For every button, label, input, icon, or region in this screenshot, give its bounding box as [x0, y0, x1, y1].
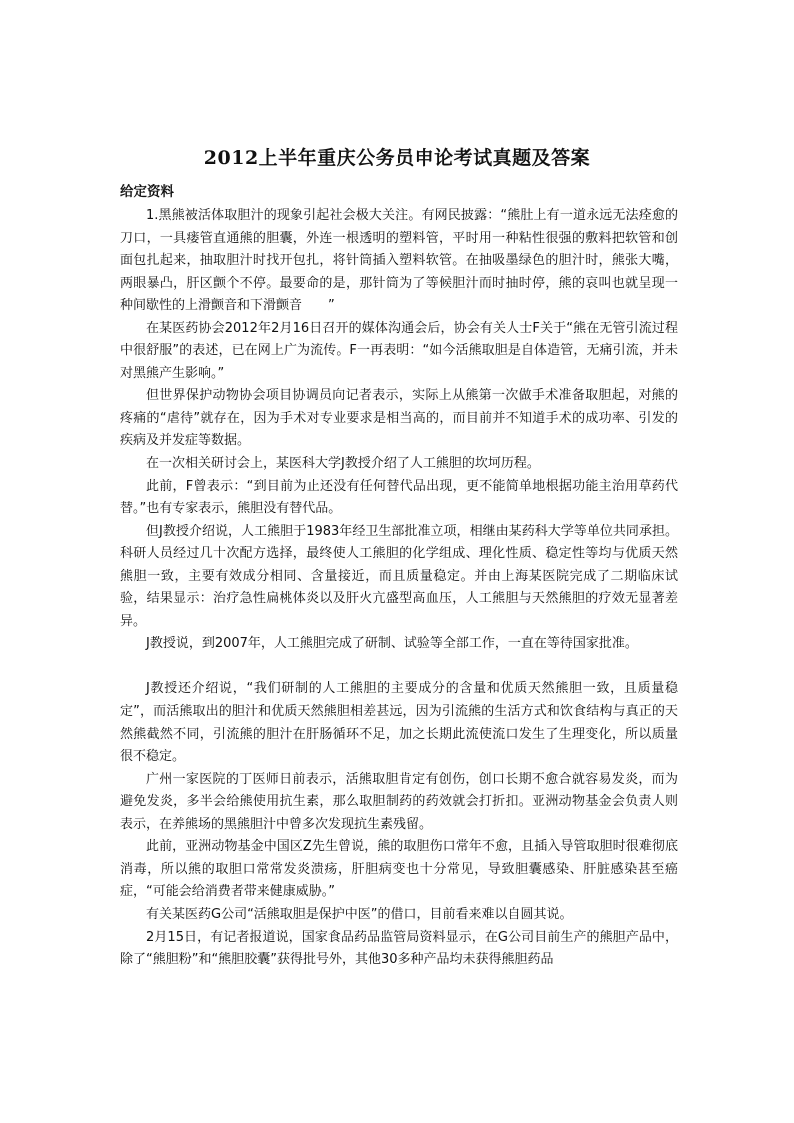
paragraph-1: 1.黑熊被活体取胆汁的现象引起社会极大关注。有网民披露：“熊肚上有一道永远无法痊愈的刀口，一具瘘管直通熊的胆囊，外连一根透明的塑料管，平时用一种粘性很强的敷料把软管和创面包扎起来，抽取胆汁时找开包扎，将针筒插入塑料软管。在抽吸墨绿色的胆汁时，熊张大嘴，两眼暴凸，肝区颤个不停。最要命的是，那针筒为了等候胆汁而时抽时停，熊的哀叫也就呈现一种间歇性的上滑颤音和下滑颤音 ” [120, 208, 678, 314]
paragraph-5: 此前，F曾表示：“到目前为止还没有任何替代品出现，更不能简单地根据功能主治用草药代替。”也有专家表示，熊胆没有替代品。 [120, 478, 678, 517]
paragraph-8: J教授还介绍说，“我们研制的人工熊胆的主要成分的含量和优质天然熊胆一致，且质量稳定”，而活熊取出的胆汁和优质天然熊胆相差甚远，因为引流熊的生活方式和饮食结构与真正的天然熊截然不同，引流熊的胆汁在肝肠循环不足，加之长期此流使流口发生了生理变化，所以质量很不稳定。 [120, 681, 678, 765]
section-heading: 给定资料 [120, 184, 174, 200]
document-body [120, 205, 678, 972]
blank-line [120, 656, 678, 679]
paragraph-7: J教授说，到2007年，人工熊胆完成了研制、试验等全部工作，一直在等待国家批准。 [146, 636, 638, 652]
paragraph-9: 广州一家医院的丁医师日前表示，活熊取胆肯定有创伤，创口长期不愈合就容易发炎，而为避免发炎，多半会给熊使用抗生素，那么取胆制药的药效就会打折扣。亚洲动物基金会负责人则表示，在养熊场的黑熊胆汁中曾多次发现抗生素残留。 [120, 771, 678, 832]
paragraph-2: 在某医药协会2012年2月16日召开的媒体沟通会后，协会有关人士F关于“熊在无管引流过程中很舒服”的表述，已在网上广为流传。F一再表明：“如今活熊取胆是自体造管，无痛引流，并未对黑熊产生影响。” [120, 320, 678, 381]
document-title: 2012上半年重庆公务员申论考试真题及答案 [203, 147, 591, 169]
paragraph-11: 有关某医药G公司“活熊取胆是保护中医”的借口，目前看来难以自圆其说。 [146, 906, 573, 922]
paragraph-12: 2月15日，有记者报道说，国家食品药品监管局资料显示，在G公司目前生产的熊胆产品中，除了“熊胆粉”和“熊胆胶囊”获得批号外，其他30多种产品均未获得熊胆药品 [120, 929, 678, 968]
paragraph-6: 但J教授介绍说，人工熊胆于1983年经卫生部批准立项，相继由某药科大学等单位共同承担。科研人员经过几十次配方选择，最终使人工熊胆的化学组成、理化性质、稳定性等均与优质天然熊胆一致，主要有效成分相同、含量接近，而且质量稳定。并由上海某医院完成了二期临床试验，结果显示：治疗急性扁桃体炎以及肝火亢盛型高血压，人工熊胆与天然熊胆的疗效无显著差异。 [120, 523, 678, 629]
paragraph-10: 此前，亚洲动物基金中国区Z先生曾说，熊的取胆伤口常年不愈，且插入导管取胆时很难彻底消毒，所以熊的取胆口常常发炎溃疡，肝胆病变也十分常见，导致胆囊感染、肝脏感染甚至癌症，“可能会给消费者带来健康威胁。” [120, 839, 678, 900]
paragraph-4: 在一次相关研讨会上，某医科大学J教授介绍了人工熊胆的坎坷历程。 [146, 456, 540, 472]
paragraph-3: 但世界保护动物协会项目协调员向记者表示，实际上从熊第一次做手术准备取胆起，对熊的疼痛的“虐待”就存在，因为手术对专业要求是相当高的，而目前并不知道手术的成功率、引发的疾病及并发症等数据。 [120, 388, 678, 449]
